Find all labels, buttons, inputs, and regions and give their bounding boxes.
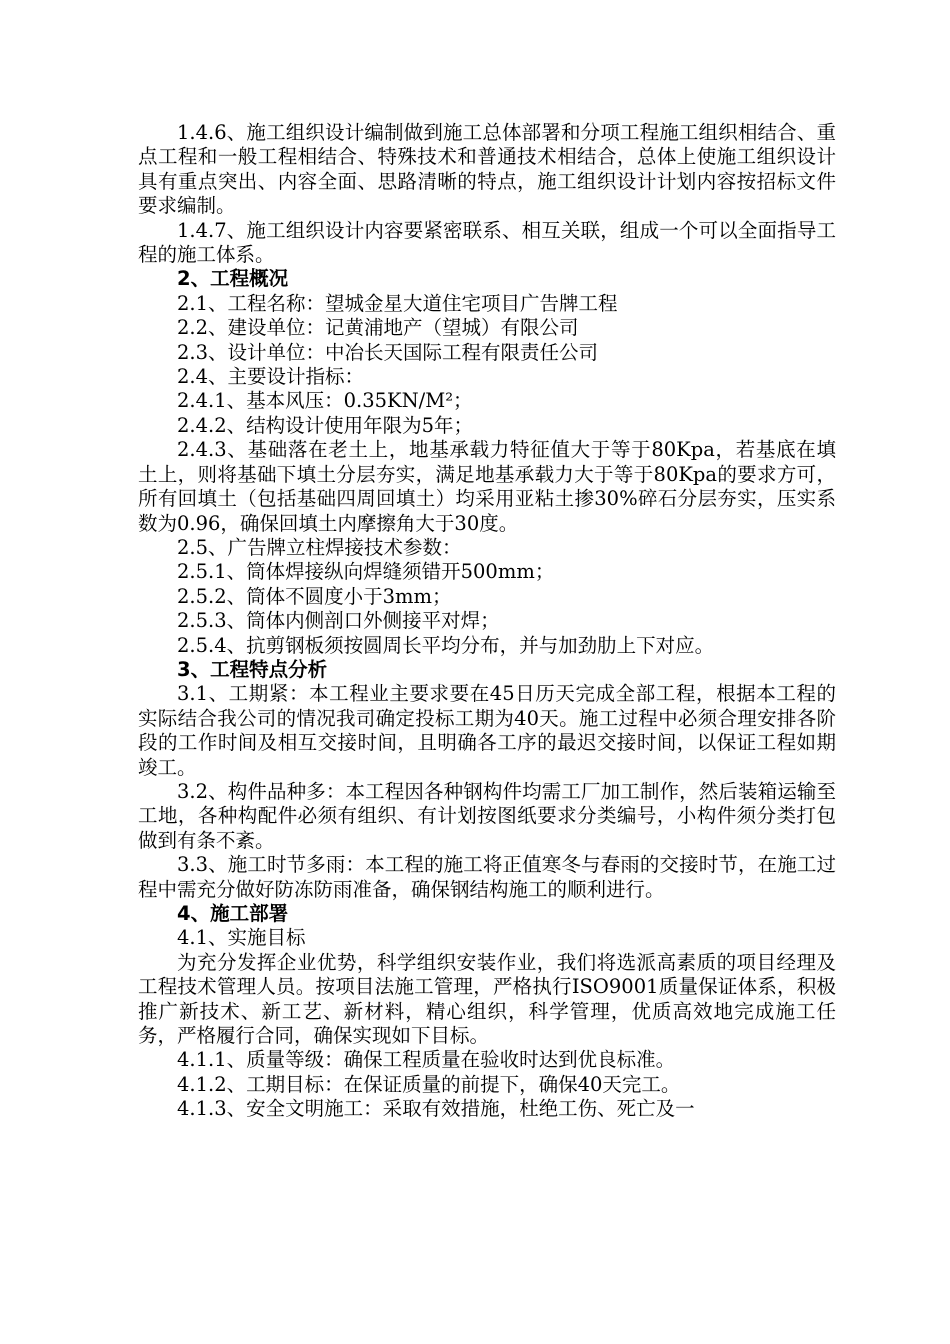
paragraph: 4.1.3、安全文明施工：采取有效措施，杜绝工伤、死亡及一 [177,1097,695,1121]
paragraph: 2.1、工程名称：望城金星大道住宅项目广告牌工程 [177,291,618,315]
paragraph: 4.1、实施目标 [177,926,306,950]
paragraph: 3.1、工期紧：本工程业主要求要在45日历天完成全部工程，根据本工程的实际结合我公司的情况我司确定投标工期为40天。施工过程中必须合理安排各阶段的工作时间及相互交接时间，且明确各工序的最迟交接时间，以保证工程如期竣工。 [138,682,836,779]
paragraph: 2.5.3、筒体内侧剖口外侧接平对焊； [177,609,500,633]
paragraph: 2.4.1、基本风压：0.35KN/M²； [177,389,473,413]
paragraph: 3.3、施工时节多雨：本工程的施工将正值寒冬与春雨的交接时节，在施工过程中需充分做好防冻防雨准备，确保钢结构施工的顺利进行。 [138,853,836,901]
section-heading: 2、工程概况 [177,267,289,291]
document-page [138,121,836,1122]
paragraph: 2.3、设计单位：中冶长天国际工程有限责任公司 [177,340,599,364]
section-heading: 3、工程特点分析 [177,657,328,681]
paragraph: 4.1.1、质量等级：确保工程质量在验收时达到优良标准。 [177,1048,676,1072]
paragraph: 2.4.2、结构设计使用年限为5年； [177,413,474,437]
paragraph: 2.5.4、抗剪钢板须按圆周长平均分布，并与加劲肋上下对应。 [177,633,715,657]
paragraph: 3.2、构件品种多：本工程因各种钢构件均需工厂加工制作，然后装箱运输至工地，各种构配件必须有组织、有计划按图纸要求分类编号，小构件须分类打包做到有条不紊。 [138,779,836,852]
paragraph: 1.4.7、施工组织设计内容要紧密联系、相互关联，组成一个可以全面指导工程的施工体系。 [138,218,836,267]
paragraph: 2.2、建设单位：记黄浦地产（望城）有限公司 [177,316,579,340]
paragraph: 4.1.2、工期目标：在保证质量的前提下，确保40天完工。 [177,1072,681,1096]
paragraph: 1.4.6、施工组织设计编制做到施工总体部署和分项工程施工组织相结合、重点工程和一般工程相结合、特殊技术和普通技术相结合，总体上使施工组织设计具有重点突出、内容全面、思路清晰的特点，施工组织设计计划内容按招标文件要求编制。 [138,121,836,218]
paragraph: 2.4、主要设计指标： [177,365,365,389]
paragraph: 2.5、广告牌立柱焊接技术参数： [177,535,462,559]
section-heading: 4、施工部署 [177,902,289,925]
paragraph: 2.5.2、筒体不圆度小于3mm； [177,584,452,608]
paragraph: 2.5.1、筒体焊接纵向焊缝须错开500mm； [177,560,555,584]
paragraph: 2.4.3、基础落在老土上，地基承载力特征值大于等于80Kpa，若基底在填土上，则将基础下填土分层夯实，满足地基承载力大于等于80Kpa的要求方可，所有回填土（包括基础四周回填土）均采用亚粘土掺30%碎石分层夯实，压实系数为0.96，确保回填土内摩擦角大于30度。 [138,438,836,535]
paragraph: 为充分发挥企业优势，科学组织安装作业，我们将选派高素质的项目经理及工程技术管理人员。按项目法施工管理，严格执行ISO9001质量保证体系，积极推广新技术、新工艺、新材料，精心组织，科学管理，优质高效地完成施工任务，严格履行合同，确保实现如下目标。 [138,950,836,1048]
